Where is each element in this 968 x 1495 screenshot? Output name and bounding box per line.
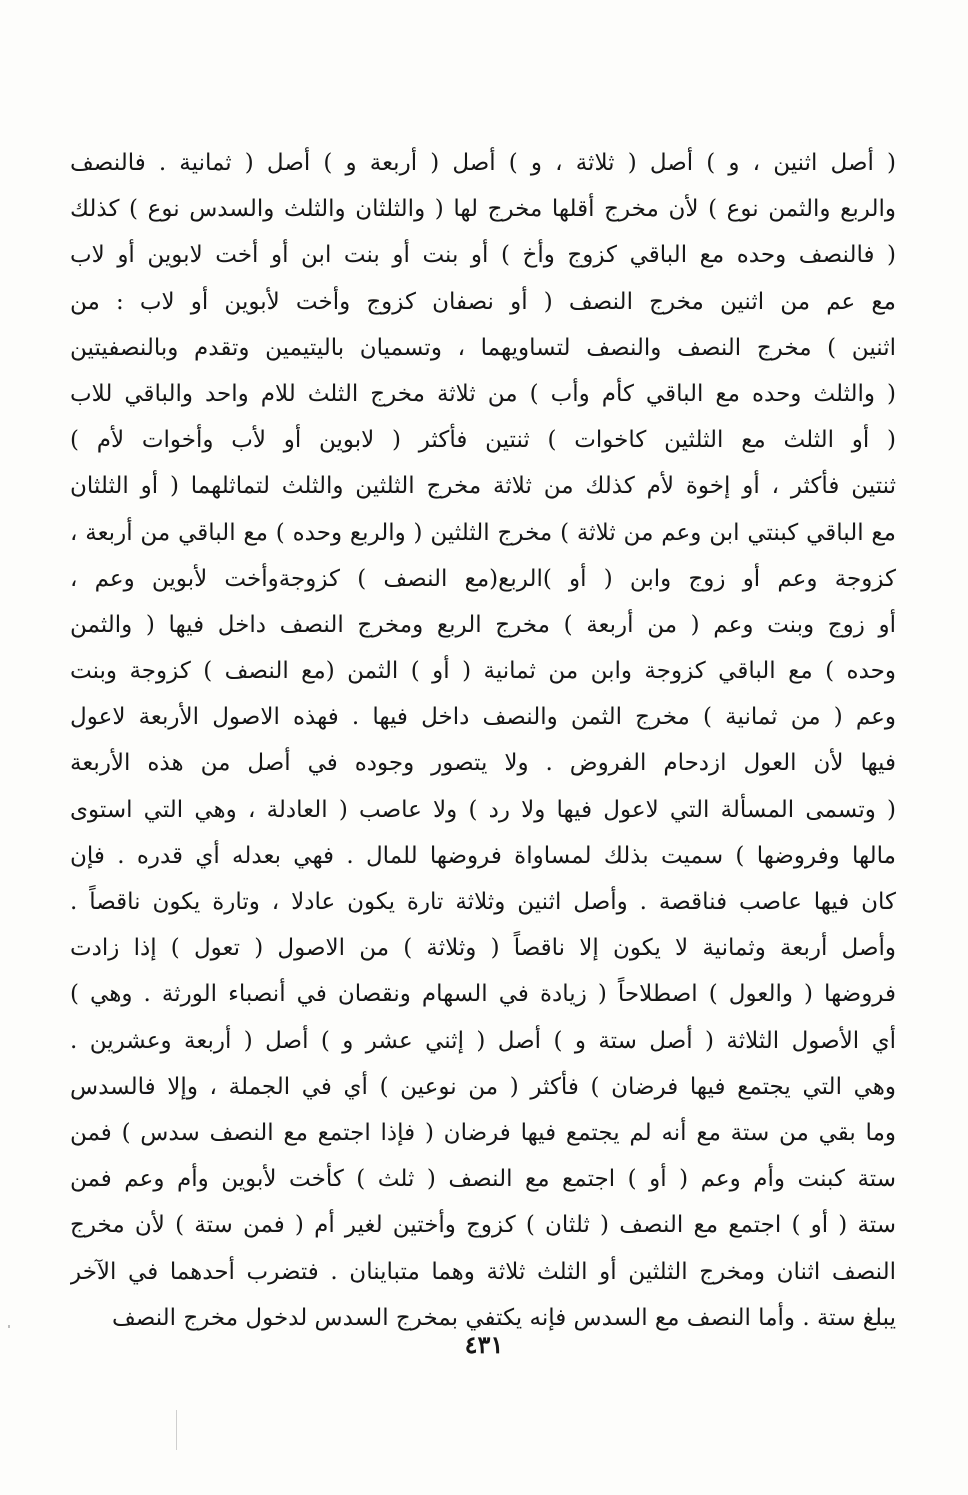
text-line: كان فيها عاصب فناقصة . وأصل اثنين وثلاثة تارة يكون عادلا ، وتارة يكون ناقصاً . [70, 889, 896, 915]
text-line: والربع والثمن نوع ) لأن مخرج أقلها مخرج لها ( والثلثان والثلث والسدس نوع ) كذلك [70, 196, 896, 223]
text-line: ستة كبنت وأم وعم ( أو ) اجتمع مع النصف ( ثلث ) كأخت لأبوين وأم وعم فمن [70, 1166, 896, 1193]
text-line: أي الأصول الثلاثة ( أصل ستة و ) أصل ( إثني عشر و ) أصل ( أربعة وعشرين . [70, 1027, 896, 1054]
text-line: ( والثلث وحده مع الباقي كأم وأب ) من ثلاثة مخرج الثلث للام واحد والباقي للاب [70, 380, 896, 407]
text-line: مع الباقي كبنتي ابن وعم من ثلاثة ) مخرج الثلثين ( والربع وحده ) مع الباقي من أربعة ، [70, 519, 896, 546]
text-line: ( أصل اثنين ، و ) أصل ( ثلاثة ، و ) أصل ( أربعة و ) أصل ( ثمانية . فالنصف [70, 150, 896, 176]
scan-margin-mark [176, 1410, 177, 1450]
text-line: النصف اثنان ومخرج الثلثين أو الثلث ثلاثة وهما متباينان . فتضرب أحدهما في الآخر [70, 1258, 896, 1285]
text-line: وما بقي من ستة مع أنه لم يجتمع فيها فرضان ( فإذا اجتمع مع النصف سدس ) فمن [70, 1119, 896, 1146]
text-line: ( وتسمى المسألة التي لاعول فيها ولا رد ) ولا عاصب ( العادلة ، وهي التي استوى [70, 796, 896, 823]
text-line: فروضها ( والعول ) اصطلاحاً ( زيادة في السهام ونقصان في أنصباء الورثة . وهي ) [70, 981, 896, 1008]
text-line: وعم ( من ثمانية ) مخرج الثمن والنصف داخل فيها . فهذه الاصول الأربعة لاعول [70, 704, 896, 731]
text-line: مع عم من اثنين مخرج النصف ( أو نصفان كزوج وأخت لأبوين أو لاب : من [70, 288, 896, 315]
text-line: ( أو الثلث مع الثلثين كاخوات ) ثنتين فأكثر ( لابوين أو لأب وأخوات لأم ) [70, 427, 896, 454]
page-number: ٤٣١ [464, 1330, 504, 1359]
text-line: وحده ) مع الباقي كزوجة وابن من ثمانية ( أو ) الثمن (مع النصف ) كزوجة وبنت [70, 658, 896, 685]
scan-speck [8, 1325, 10, 1328]
text-line: وهي التي يجتمع فيها فرضان ) فأكثر ( من نوعين ) أي في الجملة ، وإلا فالسدس [70, 1073, 896, 1100]
text-line: يبلغ ستة . وأما النصف مع السدس فإنه يكتفي بمخرج السدس لدخول مخرج النصف [111, 1304, 896, 1331]
text-line: وأصل أربعة وثمانية لا يكون إلا ناقصاً ( وثلاثة ) من الاصول ( تعول ) إذا زادت [70, 935, 896, 962]
text-line: مالها وفروضها ) سميت بذلك لمساواة فروضها للمال . فهي بعدله أي قدره . فإن [70, 842, 896, 869]
text-line: أو زوج وبنت وعم ( من أربعة ) مخرج الربع ومخرج النصف داخل فيها ( والثمن [70, 611, 896, 638]
text-line: ( فالنصف وحده مع الباقي كزوج وأخ ) أو بنت أو بنت ابن أو أخت لابوين أو لاب [70, 242, 896, 269]
text-line: فيها لأن العول ازدحام الفروض . ولا يتصور وجوده في أصل من هذه الأربعة [70, 750, 896, 777]
text-line: كزوجة وعم أو زوج وابن ( أو )الربع(مع النصف ) كزوجةوأخت لأبوين وعم ، [70, 565, 896, 592]
text-line: ستة ( أو ) اجتمع مع النصف ( ثلثان ) كزوج وأختين لغير أم ( فمن ستة ) لأن مخرج [70, 1212, 896, 1239]
body-text [70, 140, 896, 1341]
text-line: ثنتين فأكثر ، أو إخوة لأم كذلك من ثلاثة مخرج الثلثين والثلث لتماثلهما ( أو الثلثان [70, 473, 896, 500]
text-line: اثنين ) مخرج النصف والنصف لتساويهما ، وتسميان باليتيمين وتقدم وبالنصفيتين [70, 334, 896, 361]
